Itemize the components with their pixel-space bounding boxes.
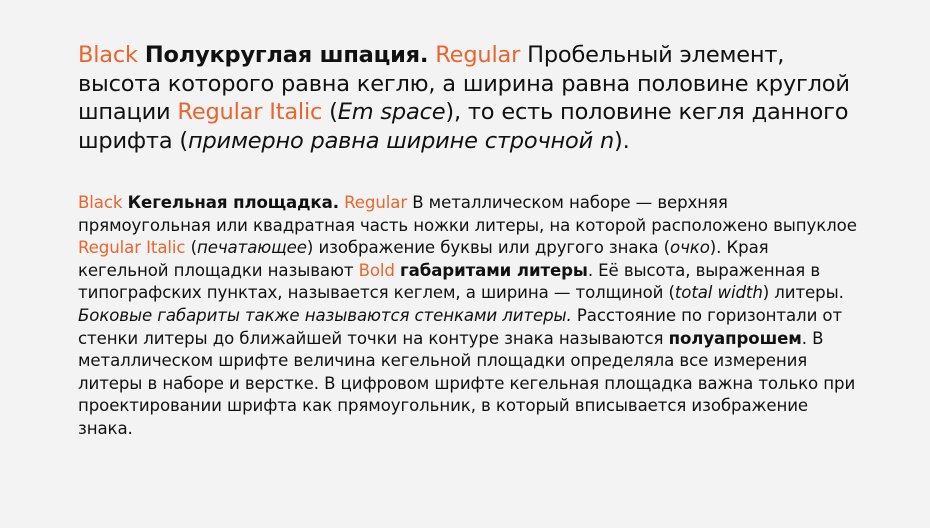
body-text: . В металлическом шрифте величина кегельной площадки определяла все измерения литеры в наборе и верстке. В цифровом шрифте кегельная площадка важна только при проектировании шрифта как прямоугольник, в который вписывается изображение знака. bbox=[78, 328, 856, 438]
term-heading: Полукруглая шпация. bbox=[144, 42, 429, 68]
body-text: ) литеры. bbox=[762, 283, 844, 303]
italic-text: очко bbox=[670, 238, 710, 258]
style-label-black: Black bbox=[78, 193, 123, 212]
italic-text: total width bbox=[674, 283, 763, 303]
specimen-em-space bbox=[78, 41, 868, 155]
body-text: ). bbox=[614, 127, 630, 154]
style-label-regular: Regular bbox=[435, 42, 521, 68]
body-text: Пробельный элемент, высота которого равна кеглю, а ширина равна половине круглой шпации bbox=[78, 42, 850, 125]
italic-text: печатающее bbox=[197, 238, 307, 258]
body-text: ( bbox=[185, 238, 197, 258]
style-label-bold: Bold bbox=[358, 260, 395, 280]
style-label-regular-italic: Regular Italic bbox=[177, 99, 323, 125]
bold-text: габаритами литеры bbox=[400, 260, 588, 280]
style-label-regular-italic: Regular Italic bbox=[78, 238, 186, 258]
body-text: ). Края кегельной площадки называют bbox=[78, 238, 769, 280]
specimen-body-area bbox=[78, 192, 858, 441]
term-heading: Кегельная площадка. bbox=[127, 193, 339, 212]
body-text: ) изображение буквы или другого знака ( bbox=[306, 238, 671, 258]
body-text: В металлическом наборе — верхняя прямоугольная или квадратная часть ножки литеры, на которой расположено выпуклое bbox=[78, 193, 857, 235]
body-text: . Её высота, выраженная в типографских пунктах, называется кеглем, а ширина — толщиной ( bbox=[78, 260, 821, 303]
italic-text: Em space bbox=[337, 99, 446, 125]
style-label-regular: Regular bbox=[344, 193, 408, 212]
body-text: ), то есть половине кегля данного шрифта ( bbox=[78, 99, 849, 154]
style-label-black: Black bbox=[78, 42, 138, 68]
italic-text: Боковые габариты также называются стенками литеры. bbox=[78, 305, 572, 325]
body-text: ( bbox=[322, 99, 338, 125]
italic-text: примерно равна ширине строчной n bbox=[187, 127, 615, 154]
body-text: Расстояние по горизонтали от стенки литеры до ближайшей точки на контуре знака называются bbox=[78, 305, 843, 348]
bold-text: полуапрошем bbox=[668, 328, 802, 348]
